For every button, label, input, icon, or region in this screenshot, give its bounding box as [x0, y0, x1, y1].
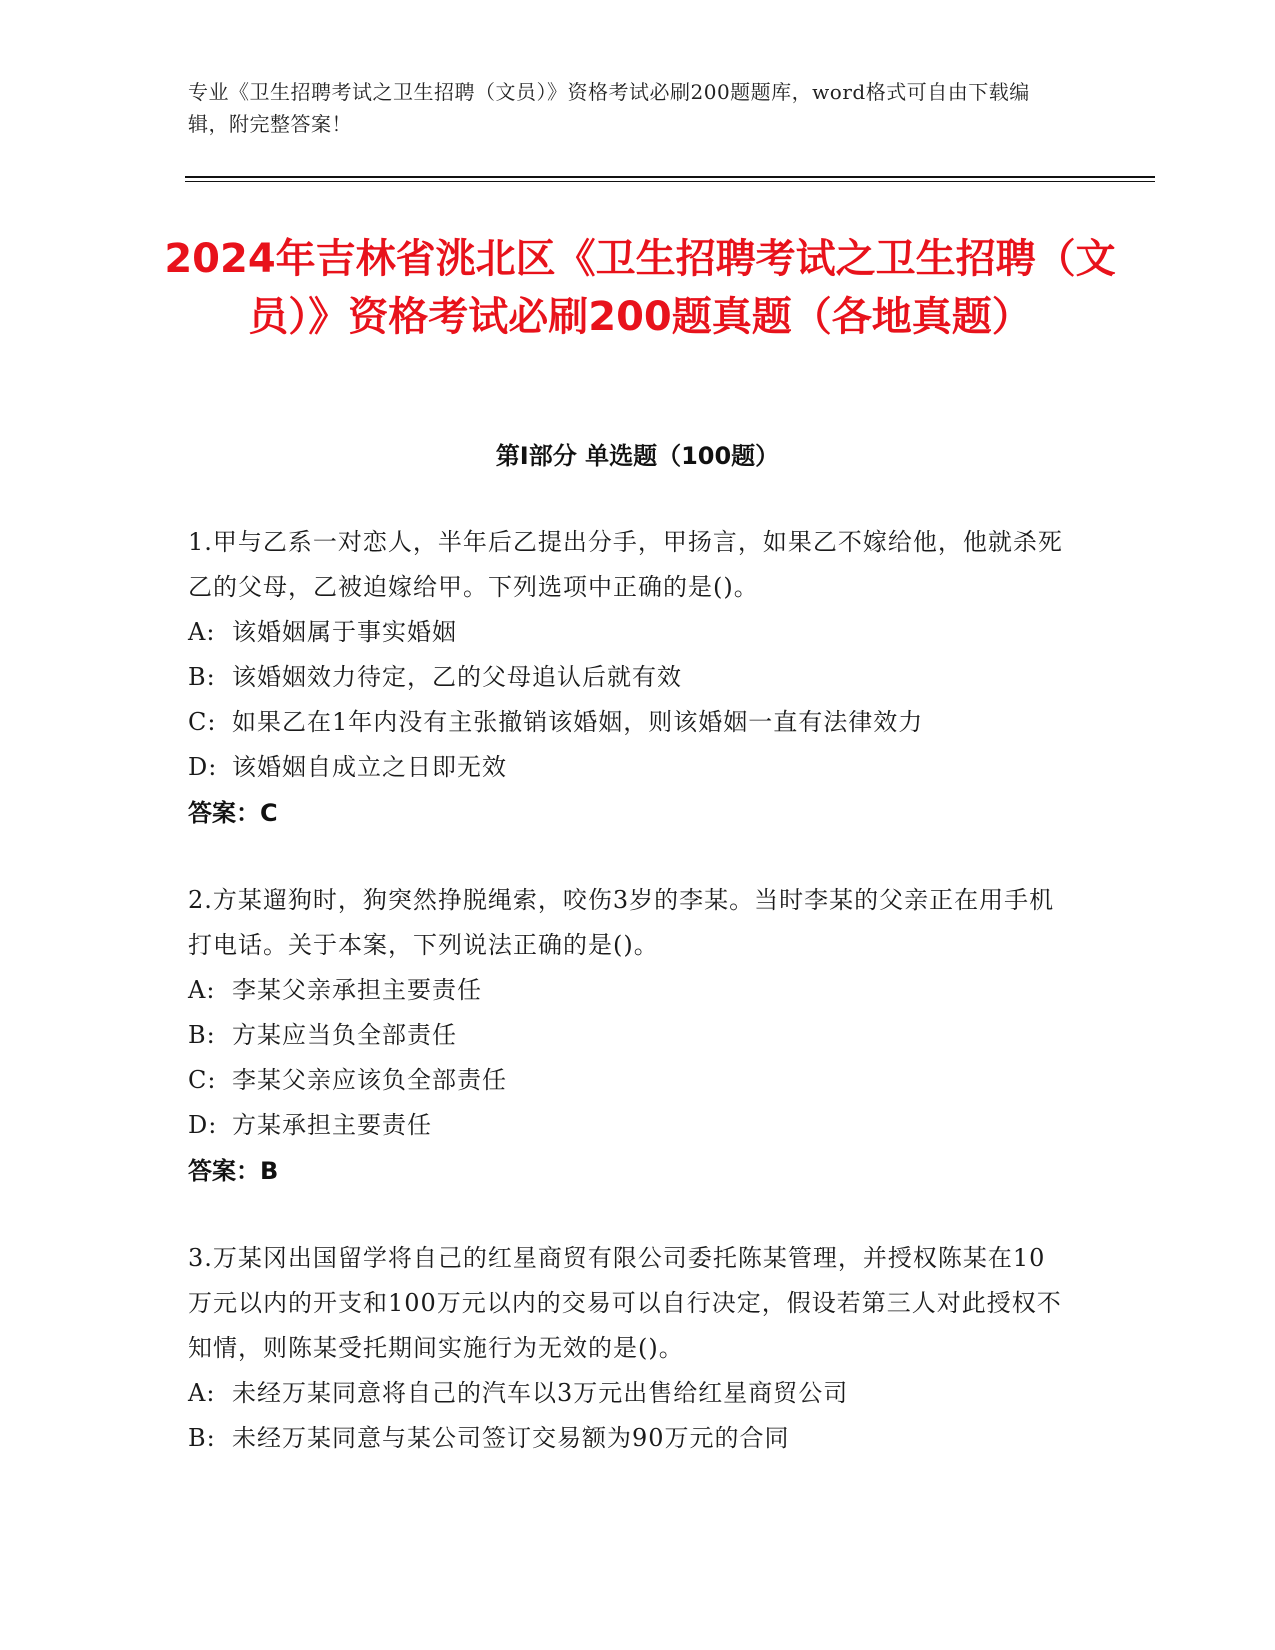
- option-b: [188, 1416, 1068, 1461]
- question-stem: 3.万某冈出国留学将自己的红星商贸有限公司委托陈某管理，并授权陈某在10万元以内的开支和100万元以内的交易可以自行决定，假设若第三人对此授权不知情，则陈某受托期间实施行为无效的是()。: [188, 1244, 1062, 1362]
- option-key: D:: [188, 753, 218, 781]
- option-d: [188, 745, 1068, 790]
- option-key: A:: [188, 976, 216, 1004]
- option-a: [188, 968, 1068, 1013]
- option-text: 该婚姻自成立之日即无效: [232, 753, 507, 781]
- option-b: [188, 655, 1068, 700]
- question-list: [188, 520, 1068, 1503]
- option-a: [188, 1371, 1068, 1416]
- option-key: B:: [188, 663, 216, 691]
- option-key: C:: [188, 708, 217, 736]
- option-key: C:: [188, 1066, 217, 1094]
- option-text: 未经万某同意与某公司签订交易额为90万元的合同: [232, 1424, 790, 1452]
- option-key: D:: [188, 1111, 218, 1139]
- option-text: 方某应当负全部责任: [232, 1021, 457, 1049]
- question-2: [188, 878, 1068, 1194]
- header-divider-thick: [185, 176, 1155, 178]
- question-stem: 2.方某遛狗时，狗突然挣脱绳索，咬伤3岁的李某。当时李某的父亲正在用手机打电话。关于本案，下列说法正确的是()。: [188, 886, 1055, 959]
- option-c: [188, 1058, 1068, 1103]
- option-text: 李某父亲应该负全部责任: [232, 1066, 507, 1094]
- option-d: [188, 1103, 1068, 1148]
- answer: 答案：B: [188, 1157, 279, 1185]
- option-text: 该婚姻属于事实婚姻: [232, 618, 457, 646]
- option-c: [188, 700, 1068, 745]
- header-note: 专业《卫生招聘考试之卫生招聘（文员）》资格考试必刷200题题库，word格式可自由下载编辑，附完整答案！: [188, 80, 1030, 136]
- option-key: A:: [188, 618, 216, 646]
- document-title: 2024年吉林省洮北区《卫生招聘考试之卫生招聘（文员）》资格考试必刷200题真题（各地真题）: [164, 236, 1116, 340]
- option-key: B:: [188, 1021, 216, 1049]
- header-divider-thin: [185, 181, 1155, 182]
- option-text: 该婚姻效力待定，乙的父母追认后就有效: [232, 663, 682, 691]
- option-b: [188, 1013, 1068, 1058]
- option-a: [188, 610, 1068, 655]
- option-text: 如果乙在1年内没有主张撤销该婚姻，则该婚姻一直有法律效力: [232, 708, 924, 736]
- option-text: 方某承担主要责任: [232, 1111, 432, 1139]
- option-key: B:: [188, 1424, 216, 1452]
- option-text: 李某父亲承担主要责任: [232, 976, 482, 1004]
- question-stem: 1.甲与乙系一对恋人，半年后乙提出分手，甲扬言，如果乙不嫁给他，他就杀死乙的父母，乙被迫嫁给甲。下列选项中正确的是()。: [188, 528, 1063, 601]
- option-key: A:: [188, 1379, 216, 1407]
- option-text: 未经万某同意将自己的汽车以3万元出售给红星商贸公司: [232, 1379, 849, 1407]
- section-title: 第Ⅰ部分 单选题（100题）: [495, 442, 780, 470]
- answer: 答案：C: [188, 799, 278, 827]
- question-1: [188, 520, 1068, 836]
- question-3: [188, 1236, 1068, 1461]
